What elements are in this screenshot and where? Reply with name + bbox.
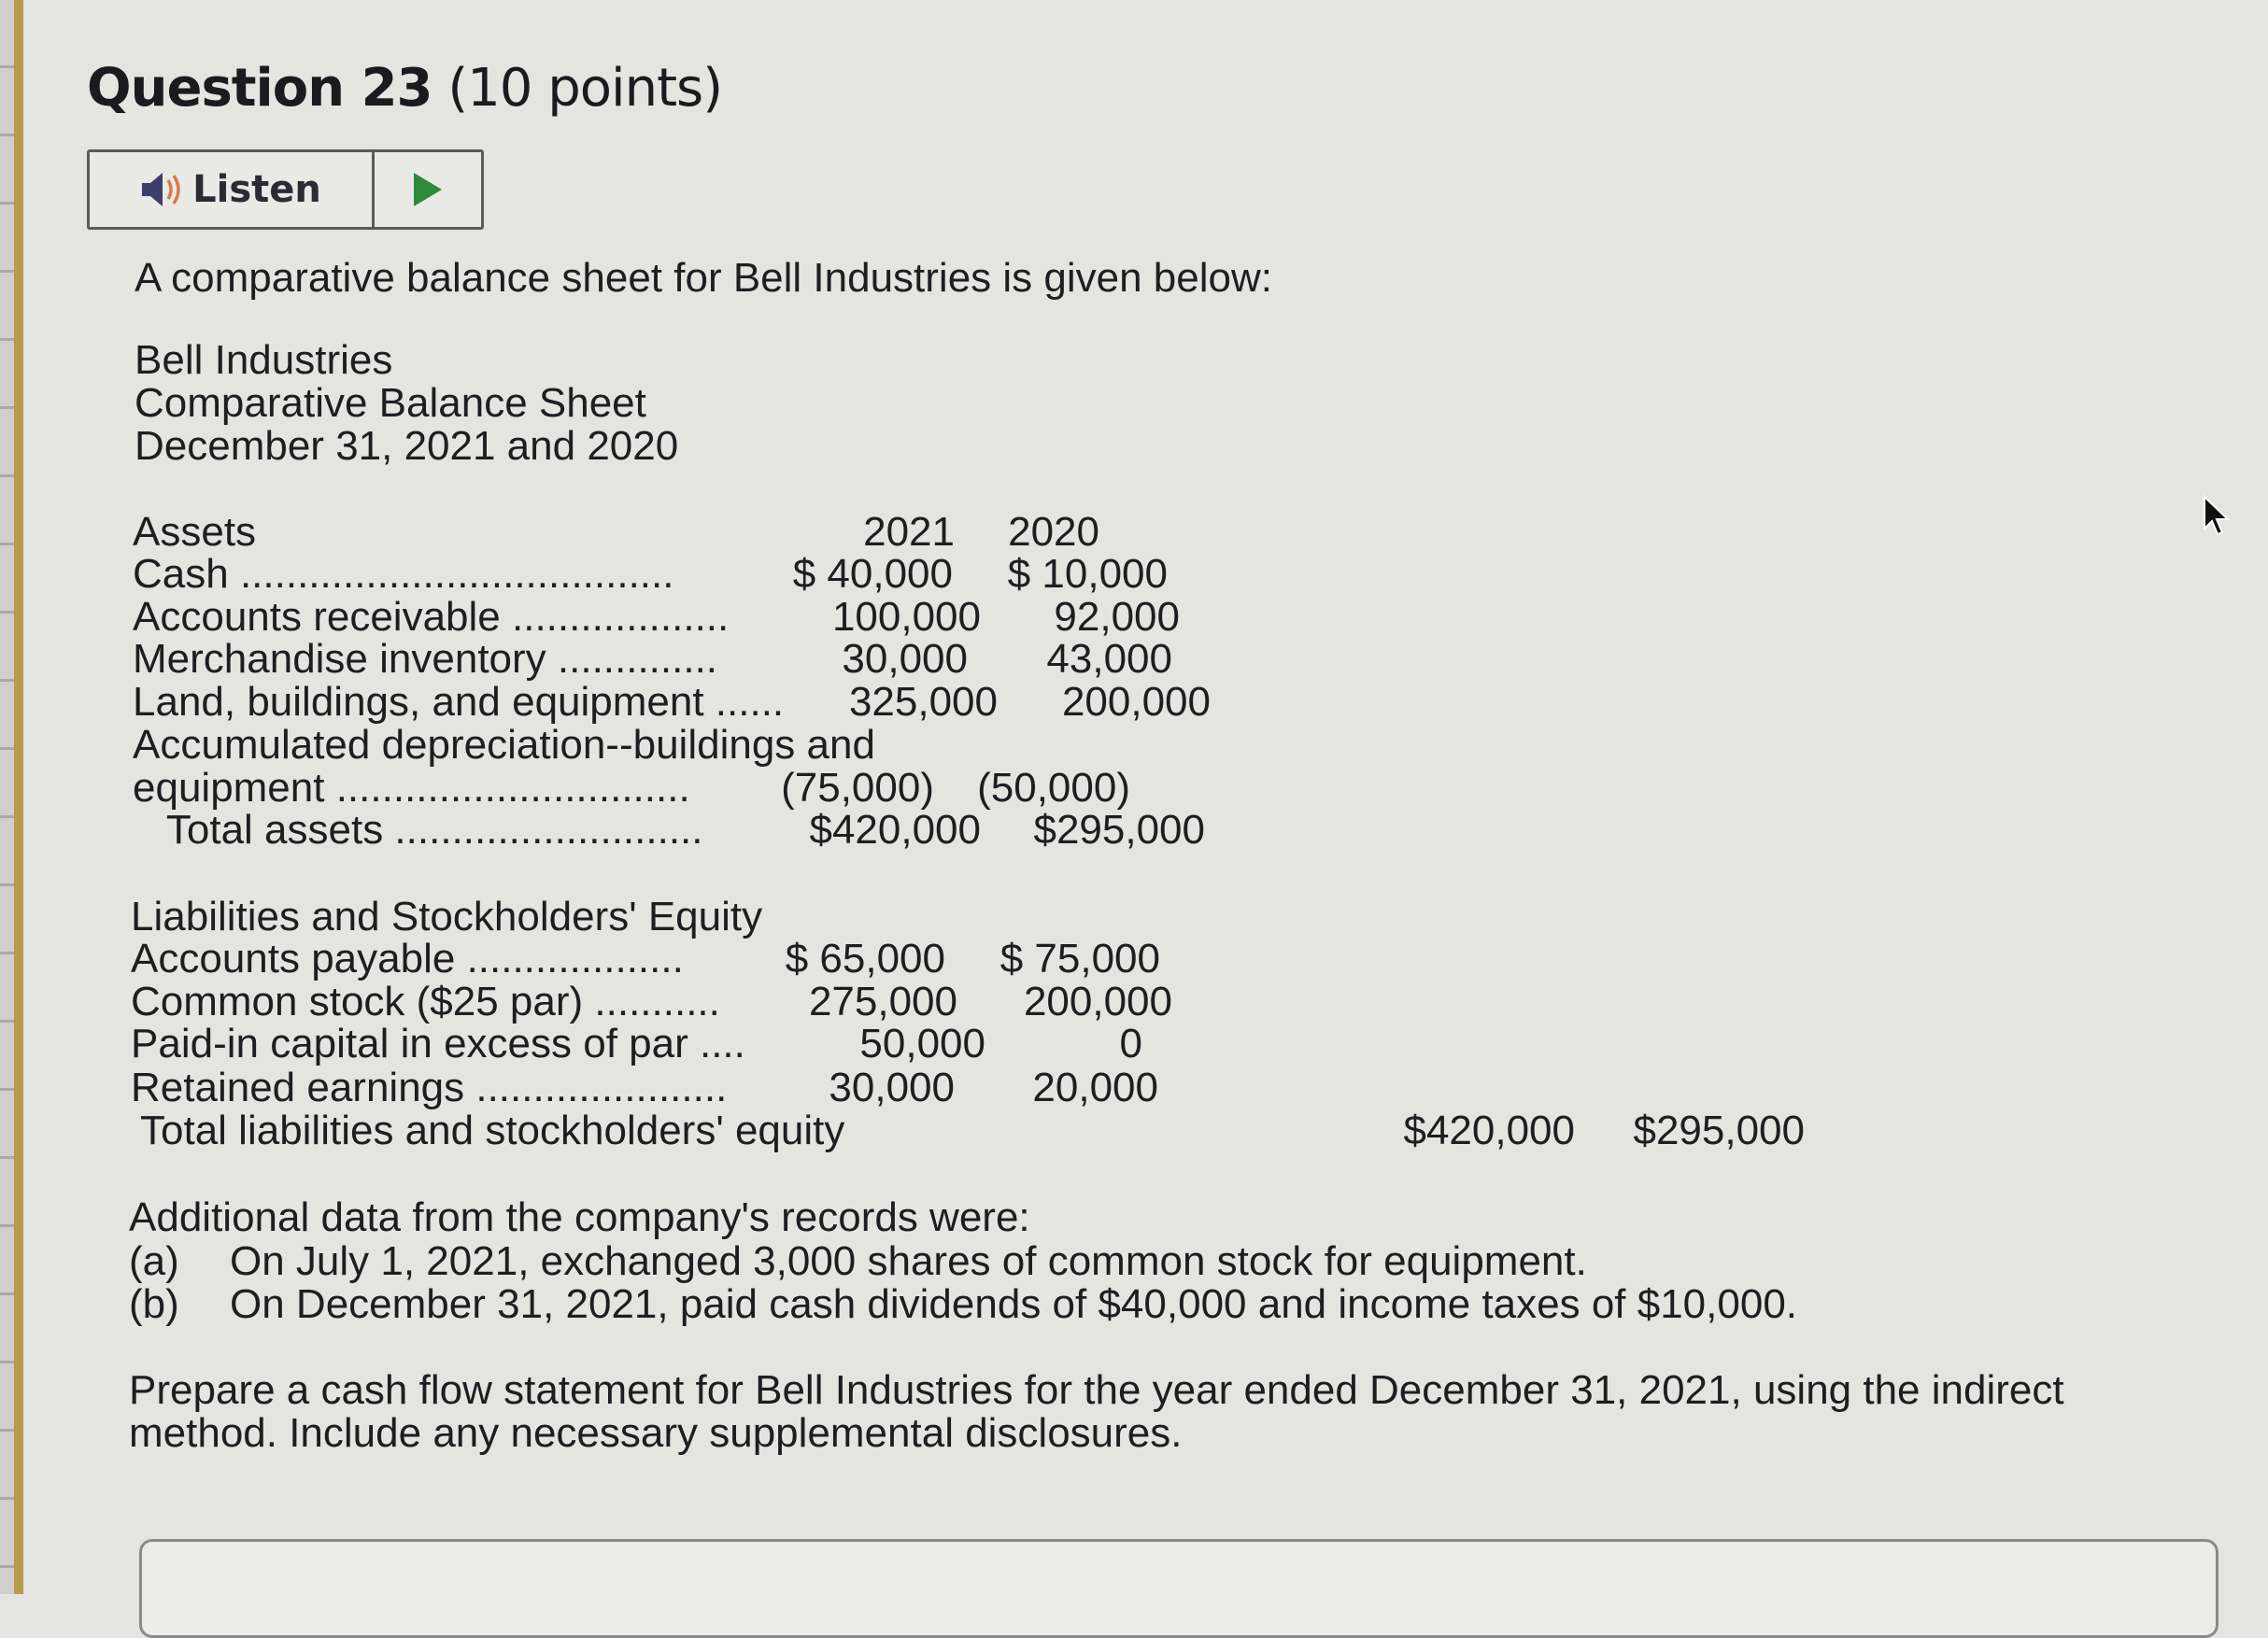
speaker-icon bbox=[140, 169, 183, 210]
question-title bbox=[87, 58, 722, 119]
row-value-2020: $ 10,000 bbox=[1007, 551, 1168, 597]
question-points: (10 points) bbox=[447, 58, 723, 119]
row-label: Accounts payable ................... bbox=[131, 936, 684, 981]
row-value-2020: (50,000) bbox=[977, 765, 1130, 811]
left-accent-bar bbox=[14, 0, 23, 1594]
row-label: Cash ...................................... bbox=[133, 551, 674, 597]
liabilities-header: Liabilities and Stockholders' Equity bbox=[131, 894, 763, 939]
row-value-2021: (75,000) bbox=[781, 765, 934, 811]
assets-header: Assets bbox=[133, 509, 257, 555]
row-label: Paid-in capital in excess of par .... bbox=[131, 1021, 745, 1066]
listen-button[interactable] bbox=[90, 152, 375, 227]
additional-item-text: On July 1, 2021, exchanged 3,000 shares of common stock for equipment. bbox=[230, 1238, 1587, 1284]
additional-item-text: On December 31, 2021, paid cash dividends of $40,000 and income taxes of $10,000. bbox=[230, 1281, 1798, 1327]
row-value-2021: $ 40,000 bbox=[792, 551, 953, 597]
col-2021-header: 2021 bbox=[863, 509, 955, 555]
listen-label: Listen bbox=[192, 168, 321, 211]
answer-textarea[interactable] bbox=[139, 1539, 2218, 1638]
statement-date: December 31, 2021 and 2020 bbox=[135, 423, 679, 469]
row-label: Merchandise inventory .............. bbox=[133, 636, 718, 682]
instructions-line-1: Prepare a cash flow statement for Bell Industries for the year ended December 31, 2021, using the indirect bbox=[129, 1367, 2064, 1413]
play-icon bbox=[412, 171, 444, 208]
row-label: Accumulated depreciation--buildings and bbox=[133, 722, 875, 768]
row-value-2021: 30,000 bbox=[842, 636, 968, 682]
additional-data-intro: Additional data from the company's records were: bbox=[129, 1194, 1030, 1240]
row-label: Retained earnings ...................... bbox=[131, 1065, 728, 1110]
row-value-2020: 43,000 bbox=[1046, 636, 1172, 682]
play-button[interactable] bbox=[375, 152, 481, 227]
total-liabilities-label: Total liabilities and stockholders' equity bbox=[140, 1108, 845, 1153]
row-value-2020: 92,000 bbox=[1054, 594, 1180, 640]
row-label: Land, buildings, and equipment ...... bbox=[133, 679, 785, 725]
statement-name: Comparative Balance Sheet bbox=[135, 380, 646, 426]
row-label: equipment ............................... bbox=[133, 765, 690, 811]
row-value-2021: 50,000 bbox=[859, 1021, 985, 1066]
row-value-2020: 200,000 bbox=[1061, 679, 1211, 725]
row-value-2021: 325,000 bbox=[848, 679, 998, 725]
row-value-2021: 100,000 bbox=[831, 594, 981, 640]
row-value-2021: 30,000 bbox=[829, 1065, 955, 1110]
col-2020-header: 2020 bbox=[1008, 509, 1099, 555]
row-label: Total assets ........................... bbox=[133, 807, 703, 853]
row-value-2021: 275,000 bbox=[808, 979, 957, 1024]
instructions-line-2: method. Include any necessary supplemental disclosures. bbox=[129, 1410, 1183, 1456]
row-label: Accounts receivable ................... bbox=[133, 594, 730, 640]
row-value-2021: $ 65,000 bbox=[785, 936, 945, 981]
company-name: Bell Industries bbox=[135, 337, 393, 383]
listen-widget bbox=[87, 149, 484, 230]
additional-item-marker: (a) bbox=[129, 1238, 179, 1284]
row-value-2020: $ 75,000 bbox=[999, 936, 1160, 981]
left-panel-edge bbox=[0, 0, 14, 1594]
total-liabilities-2020: $295,000 bbox=[1633, 1108, 1805, 1153]
row-value-2021: $420,000 bbox=[809, 807, 981, 853]
intro-text: A comparative balance sheet for Bell Industries is given below: bbox=[135, 255, 1272, 301]
additional-item-marker: (b) bbox=[129, 1281, 179, 1327]
row-value-2020: 20,000 bbox=[1032, 1065, 1158, 1110]
total-liabilities-2021: $420,000 bbox=[1403, 1108, 1575, 1153]
row-value-2020: $295,000 bbox=[1033, 807, 1205, 853]
row-label: Common stock ($25 par) ........... bbox=[131, 979, 720, 1024]
row-value-2020: 200,000 bbox=[1023, 979, 1172, 1024]
mouse-cursor-icon bbox=[2203, 495, 2231, 540]
question-number: Question 23 bbox=[87, 58, 432, 119]
row-value-2020: 0 bbox=[1119, 1021, 1142, 1066]
